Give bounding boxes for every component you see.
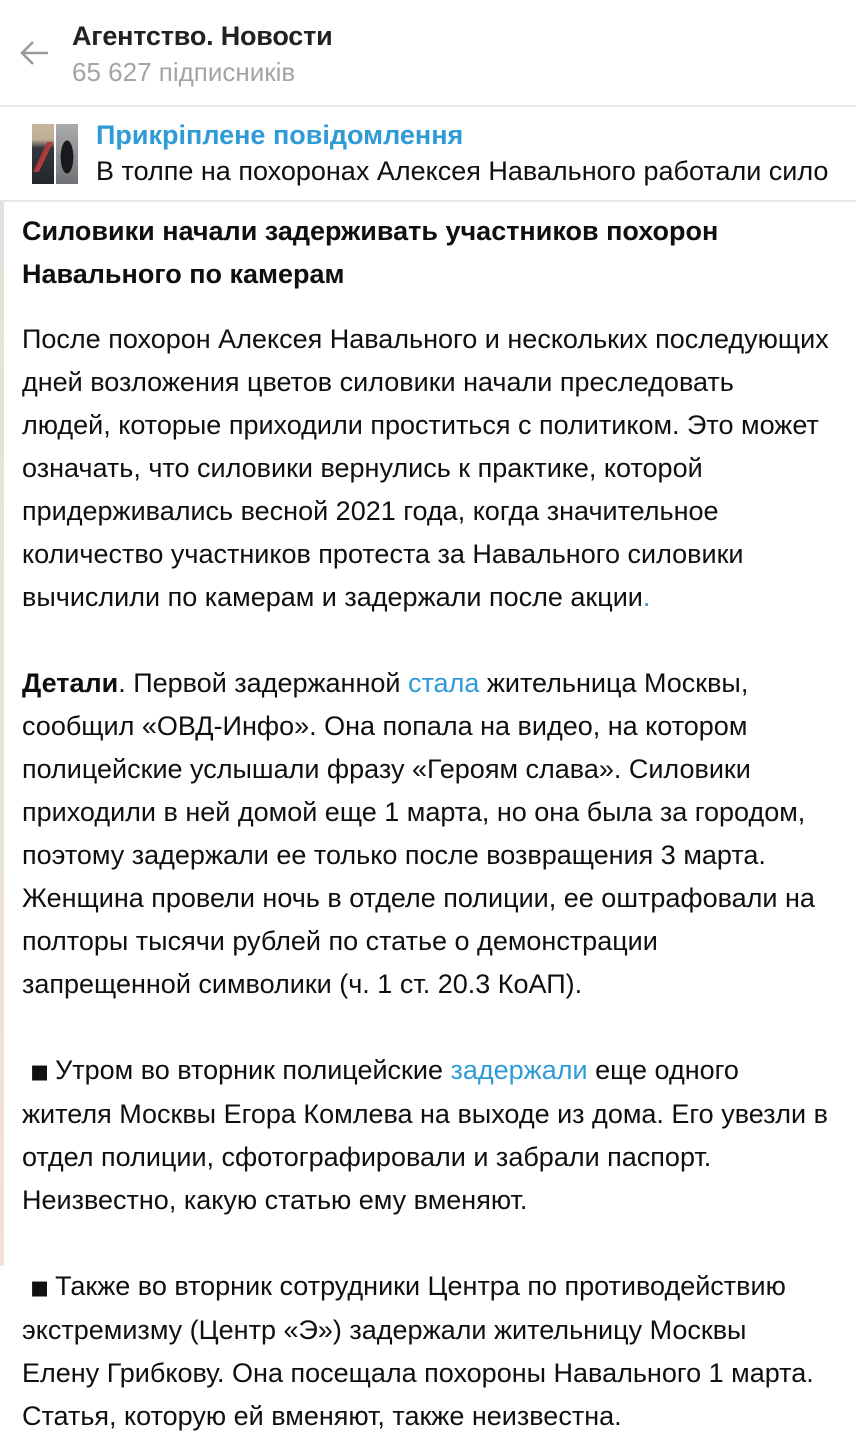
post-paragraph (22, 318, 830, 619)
channel-subscriber-count: 65 627 підписників (72, 56, 296, 87)
pinned-message-preview: В толпе на похоронах Алексея Навального работали сило (96, 155, 829, 186)
paragraph-text: еще одного жителя Москвы Егора Комлева на выходе из дома. Его увезли в отдел полиции, сфотографировали и забрали паспорт. Неизвестно, какую статью ему вменяют. (22, 1055, 828, 1215)
pinned-message-bar[interactable] (0, 107, 856, 202)
post-heading: Силовики начали задерживать участников похорон Навального по камерам (22, 216, 719, 289)
chat-header (0, 0, 856, 107)
paragraph-lead-bold: Детали (22, 668, 119, 698)
inline-link[interactable]: задержали (450, 1055, 588, 1085)
chat-message-area[interactable] (0, 202, 856, 1431)
pinned-photo-thumbnail-icon (8, 124, 78, 184)
inline-link[interactable]: стала (407, 668, 480, 698)
paragraph-text: . Первой задержанной (118, 668, 408, 698)
back-arrow-icon (15, 34, 53, 72)
post-paragraph (22, 662, 830, 1006)
paragraph-text: Также во вторник сотрудники Центра по противодействию экстремизму (Центр «Э») задержали жительницу Москвы Елену Грибкову. Она посещала похороны Навального 1 марта. Статья, которую ей вменяют, также неизвестна. (22, 1271, 814, 1431)
channel-header-info[interactable] (72, 17, 333, 89)
post-paragraph (22, 1265, 830, 1438)
thumbnail-photo-strip (8, 124, 30, 184)
inline-link[interactable]: . (642, 582, 651, 612)
post-paragraph (22, 1049, 830, 1222)
pinned-message-label: Прикріплене повідомлення (96, 119, 464, 150)
channel-title: Агентство. Новости (72, 20, 333, 51)
bullet-square-icon: ◼ (30, 1058, 50, 1084)
thumbnail-photo-strip (32, 124, 54, 184)
channel-post (4, 202, 856, 1438)
paragraph-text: После похорон Алексея Навального и нескольких последующих дней возложения цветов силовики начали преследовать людей, которые приходили проститься с политиком. Это может означать, что силовики вернулись к практике, которой придерживались весной 2021 года, когда значительное количество участников протеста за Навального силовики вычислили по камерам и задержали после акции (22, 324, 829, 612)
thumbnail-photo-strip (56, 124, 78, 184)
paragraph-text: жительница Москвы, сообщил «ОВД-Инфо». Она попала на видео, на котором полицейские услышали фразу «Героям слава». Силовики приходили в ней домой еще 1 марта, но она была за городом, поэтому задержали ее только после возвращения 3 марта. Женщина провели ночь в отделе полиции, ее оштрафовали на полторы тысячи рублей по статье о демонстрации запрещенной символики (ч. 1 ст. 20.3 КоАП). (22, 668, 815, 999)
pinned-message-texts (96, 119, 846, 189)
paragraph-text: Утром во вторник полицейские (55, 1055, 451, 1085)
chat-wallpaper-edge (0, 202, 4, 1266)
bullet-square-icon: ◼ (30, 1274, 50, 1300)
back-button[interactable] (6, 25, 62, 81)
